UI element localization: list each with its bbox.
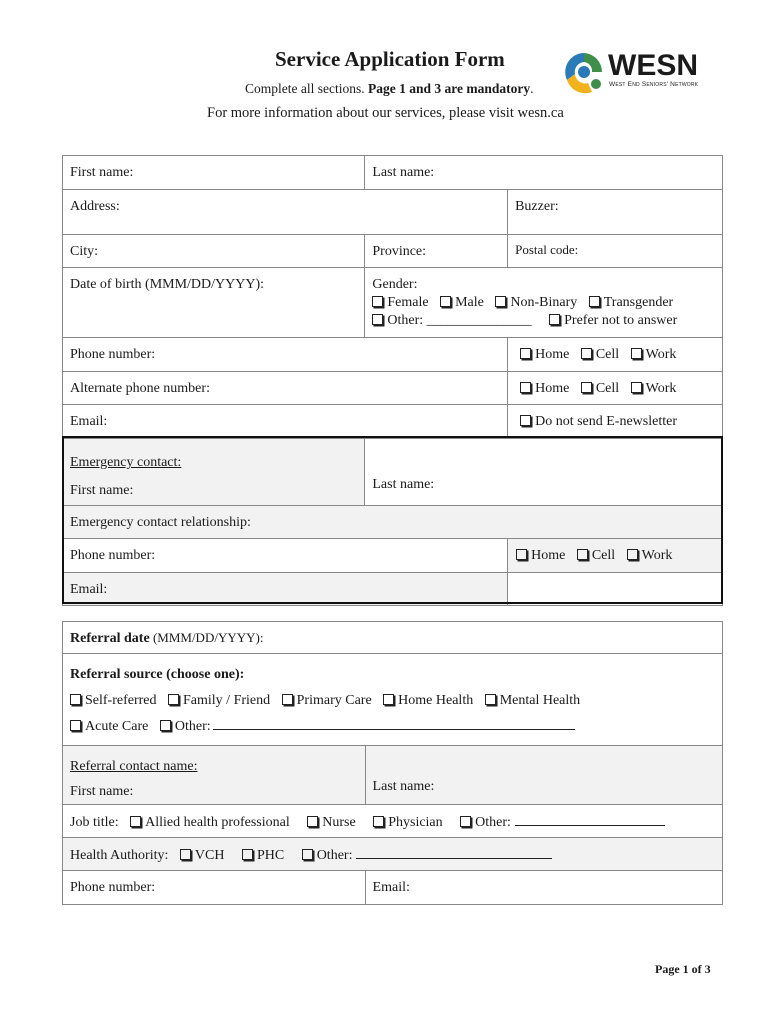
option-label: Home <box>535 347 570 362</box>
checkbox-icon <box>160 720 171 731</box>
checkbox-icon <box>168 694 179 705</box>
city-field[interactable] <box>63 235 365 268</box>
ec-phone-label: Phone number: <box>70 548 156 563</box>
checkbox-icon <box>577 549 588 560</box>
job-title-field <box>63 805 723 838</box>
checkbox-icon <box>242 849 253 860</box>
source-acute-care-checkbox[interactable] <box>70 719 148 734</box>
alt-phone-type-options <box>508 372 723 405</box>
ec-relationship-field[interactable] <box>63 506 723 539</box>
option-label: Mental Health <box>499 693 581 708</box>
checkbox-icon <box>372 314 383 325</box>
ec-phone-home-checkbox[interactable] <box>516 548 565 563</box>
buzzer-field[interactable] <box>508 190 723 235</box>
option-label: Transgender <box>603 295 674 310</box>
alt-phone-work-checkbox[interactable] <box>631 381 677 396</box>
gender-transgender-checkbox[interactable] <box>589 295 673 310</box>
referral-contact-heading: Referral contact name: <box>70 759 198 774</box>
rc-email-label: Email: <box>372 880 410 895</box>
subtitle-end: . <box>530 81 534 96</box>
gender-male-checkbox[interactable] <box>440 295 484 310</box>
referral-date-format: (MMM/DD/YYYY): <box>149 630 264 645</box>
checkbox-icon <box>307 816 318 827</box>
ha-phc-checkbox[interactable] <box>242 848 284 863</box>
option-label: Work <box>645 381 677 396</box>
option-label: Other: _______________ <box>387 313 532 328</box>
phone-label: Phone number: <box>70 347 156 362</box>
rc-first-name-field[interactable] <box>63 746 366 805</box>
wesn-logo <box>562 50 722 96</box>
subtitle-text: Complete all sections. <box>245 81 368 96</box>
gender-female-checkbox[interactable] <box>372 295 428 310</box>
gender-nonbinary-checkbox[interactable] <box>495 295 577 310</box>
option-label: Female <box>387 295 429 310</box>
province-label: Province: <box>372 244 427 259</box>
referral-source-field <box>63 654 723 746</box>
gender-label: Gender: <box>372 277 418 292</box>
option-label: PHC <box>256 848 285 863</box>
checkbox-icon <box>581 382 592 393</box>
job-physician-checkbox[interactable] <box>373 815 442 830</box>
emergency-contact-heading: Emergency contact: <box>70 455 182 470</box>
ec-relationship-label: Emergency contact relationship: <box>70 515 251 530</box>
checkbox-icon <box>70 720 81 731</box>
checkbox-icon <box>372 296 383 307</box>
ec-first-name-field[interactable] <box>63 439 365 506</box>
option-label: Nurse <box>322 815 356 830</box>
option-label: Home Health <box>398 693 474 708</box>
job-allied-checkbox[interactable] <box>130 815 290 830</box>
gender-options-row2 <box>372 312 715 330</box>
checkbox-icon <box>130 816 141 827</box>
health-authority-label: Health Authority: <box>70 848 169 863</box>
option-label: Work <box>645 347 677 362</box>
option-label: Acute Care <box>85 719 149 734</box>
postal-code-field[interactable] <box>508 235 723 268</box>
alt-phone-cell-checkbox[interactable] <box>581 381 619 396</box>
phone-work-checkbox[interactable] <box>631 347 677 362</box>
ec-phone-cell-checkbox[interactable] <box>577 548 615 563</box>
checkbox-icon <box>485 694 496 705</box>
option-label: Cell <box>595 381 620 396</box>
ec-last-name-label: Last name: <box>372 477 435 492</box>
alt-phone-home-checkbox[interactable] <box>520 381 569 396</box>
checkbox-icon <box>383 694 394 705</box>
rc-phone-label: Phone number: <box>70 880 156 895</box>
option-label: Allied health professional <box>145 815 290 830</box>
source-primary-care-checkbox[interactable] <box>282 693 372 708</box>
dob-field[interactable] <box>63 268 365 338</box>
page-number: Page 1 of 3 <box>655 962 711 976</box>
checkbox-icon <box>589 296 600 307</box>
checkbox-icon <box>549 314 560 325</box>
option-label: Non-Binary <box>510 295 578 310</box>
first-name-label: First name: <box>70 165 134 180</box>
checkbox-icon <box>440 296 451 307</box>
source-family-checkbox[interactable] <box>168 693 270 708</box>
job-title-label: Job title: <box>70 815 119 830</box>
checkbox-icon <box>495 296 506 307</box>
job-other-line[interactable] <box>515 814 665 826</box>
ec-phone-field[interactable] <box>63 539 508 573</box>
checkbox-icon <box>180 849 191 860</box>
option-label: Other: <box>475 815 511 830</box>
rc-email-field[interactable] <box>365 871 722 905</box>
gender-prefer-not-checkbox[interactable] <box>549 313 677 328</box>
info-line: For more information about our services, please visit wesn.ca <box>207 105 564 121</box>
option-label: Physician <box>388 815 443 830</box>
email-label: Email: <box>70 414 108 429</box>
ec-email-label: Email: <box>70 582 108 597</box>
source-self-checkbox[interactable] <box>70 693 157 708</box>
source-other-line[interactable] <box>213 718 575 730</box>
last-name-field[interactable] <box>365 156 723 190</box>
address-field[interactable] <box>63 190 508 235</box>
option-label: Primary Care <box>296 693 372 708</box>
option-label: Home <box>535 381 570 396</box>
referral-source-label: Referral source (choose one): <box>70 667 245 682</box>
last-name-label: Last name: <box>372 165 435 180</box>
phone-type-options <box>508 338 723 372</box>
referral-table <box>62 621 723 905</box>
checkbox-icon <box>520 415 531 426</box>
city-label: City: <box>70 244 99 259</box>
logo-wordmark: WESN <box>608 49 698 82</box>
source-mental-health-checkbox[interactable] <box>485 693 580 708</box>
job-other-checkbox[interactable] <box>460 815 511 830</box>
checkbox-icon <box>520 382 531 393</box>
option-label: Other: <box>316 848 353 863</box>
gender-field <box>365 268 723 338</box>
buzzer-label: Buzzer: <box>515 199 559 214</box>
first-name-field[interactable] <box>63 156 365 190</box>
option-label: Do not send E-newsletter <box>535 414 678 429</box>
checkbox-icon <box>520 348 531 359</box>
ha-other-checkbox[interactable] <box>302 848 353 863</box>
ec-email-field[interactable] <box>63 573 508 606</box>
referral-source-row2 <box>70 714 715 740</box>
ec-first-name-label: First name: <box>70 483 134 498</box>
checkbox-icon <box>373 816 384 827</box>
checkbox-icon <box>627 549 638 560</box>
alt-phone-label: Alternate phone number: <box>70 381 210 396</box>
checkbox-icon <box>282 694 293 705</box>
form-header <box>0 0 770 150</box>
checkbox-icon <box>516 549 527 560</box>
checkbox-icon <box>581 348 592 359</box>
email-field[interactable] <box>63 405 508 439</box>
phone-field[interactable] <box>63 338 508 372</box>
source-other-checkbox[interactable] <box>160 719 211 734</box>
dob-label: Date of birth (MMM/DD/YYYY): <box>70 277 265 292</box>
rc-last-name-label: Last name: <box>372 779 435 794</box>
checkbox-icon <box>460 816 471 827</box>
ha-vch-checkbox[interactable] <box>180 848 225 863</box>
rc-phone-field[interactable] <box>63 871 366 905</box>
option-label: VCH <box>194 848 225 863</box>
newsletter-option <box>508 405 723 439</box>
option-label: Cell <box>591 548 616 563</box>
ec-phone-type-options <box>508 539 723 573</box>
rc-first-name-label: First name: <box>70 784 134 799</box>
checkbox-icon <box>70 694 81 705</box>
applicant-table <box>62 155 723 606</box>
no-newsletter-checkbox[interactable] <box>520 414 677 429</box>
option-label: Home <box>531 548 566 563</box>
option-label: Family / Friend <box>183 693 271 708</box>
logo-tagline: West End Seniors' Network <box>609 81 699 88</box>
checkbox-icon <box>631 382 642 393</box>
checkbox-icon <box>631 348 642 359</box>
rc-last-name-field[interactable] <box>365 746 722 805</box>
gender-other-checkbox[interactable] <box>372 313 531 328</box>
referral-source-row1 <box>70 688 715 714</box>
option-label: Work <box>641 548 673 563</box>
phone-home-checkbox[interactable] <box>520 347 569 362</box>
form-subtitle <box>245 81 533 97</box>
gender-options <box>372 294 715 312</box>
option-label: Other: <box>174 719 211 734</box>
subtitle-emphasis: Page 1 and 3 are mandatory <box>367 81 531 96</box>
health-authority-field <box>63 838 723 871</box>
province-field[interactable] <box>365 235 508 268</box>
wesn-logo-mark-icon <box>562 50 606 96</box>
option-label: Cell <box>595 347 620 362</box>
source-home-health-checkbox[interactable] <box>383 693 473 708</box>
ec-phone-work-checkbox[interactable] <box>627 548 673 563</box>
option-label: Male <box>455 295 484 310</box>
form-title: Service Application Form <box>275 47 505 71</box>
postal-code-label: Postal code: <box>515 242 579 257</box>
option-label: Self-referred <box>85 693 157 708</box>
option-label: Prefer not to answer <box>564 313 678 328</box>
ha-other-line[interactable] <box>356 847 552 859</box>
referral-date-label: Referral date <box>70 631 150 646</box>
ec-last-name-field[interactable] <box>365 439 723 506</box>
ec-email-extra <box>508 573 723 606</box>
checkbox-icon <box>302 849 313 860</box>
referral-date-field[interactable] <box>63 622 723 654</box>
job-nurse-checkbox[interactable] <box>307 815 355 830</box>
alt-phone-field[interactable] <box>63 372 508 405</box>
address-label: Address: <box>70 199 120 214</box>
phone-cell-checkbox[interactable] <box>581 347 619 362</box>
